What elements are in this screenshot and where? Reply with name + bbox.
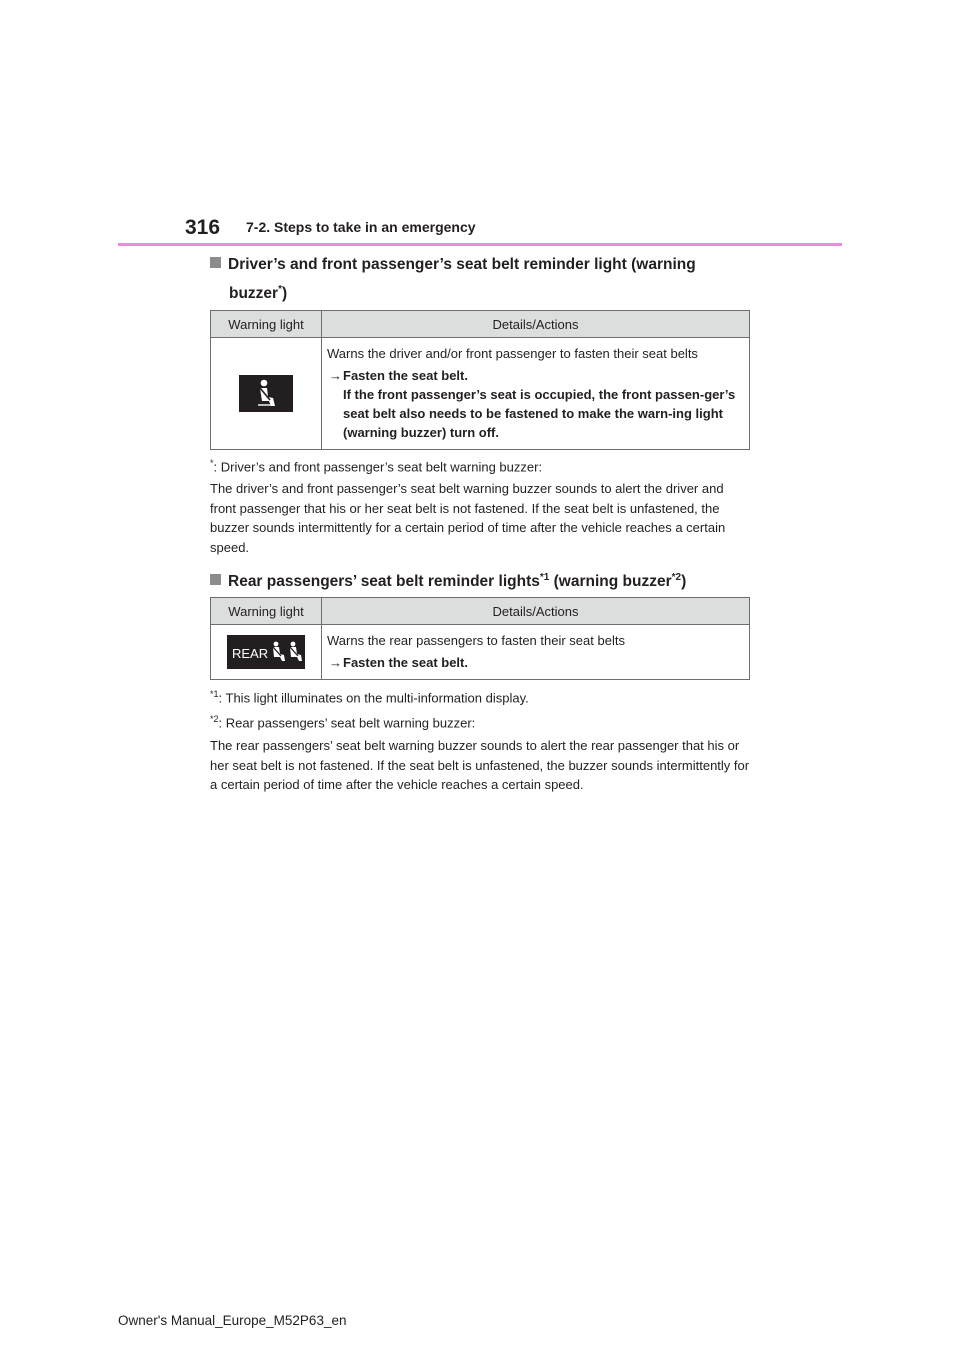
rear-seat-belt-warning-icon: [227, 635, 305, 669]
driver-warning-table: [210, 310, 750, 450]
heading-text-b: (warning buzzer: [549, 573, 672, 591]
heading-close: ): [282, 285, 288, 303]
details-text: Warns the driver and/or front passenger to fasten their seat belts: [327, 346, 698, 361]
footnote-2: [210, 710, 475, 732]
square-bullet-icon: [210, 574, 221, 585]
driver-seat-belt-heading: [210, 252, 750, 306]
square-bullet-icon: [210, 257, 221, 268]
driver-buzzer-paragraph: The driver’s and front passenger’s seat belt warning buzzer sounds to alert the driver and front passenger that his or her seat belt is not fastened. If the seat belt is unfastened, the buzzer sounds intermittently for a certain period of time after the vehicle reaches a certain speed.: [210, 481, 726, 555]
action-text: Fasten the seat belt.: [343, 368, 468, 383]
footnote-text: : Rear passengers’ seat belt warning buzzer:: [218, 715, 476, 731]
footnote-text: : Driver’s and front passenger’s seat belt warning buzzer:: [213, 459, 543, 475]
details-text: Warns the rear passengers to fasten their seat belts: [327, 633, 625, 648]
col-details-actions: Details/Actions: [322, 311, 750, 338]
section-title: 7-2. Steps to take in an emergency: [246, 219, 476, 235]
heading-footnote-marker: *: [278, 284, 282, 295]
heading-line1: Driver’s and front passenger’s seat belt reminder light (warning: [228, 256, 696, 273]
rear-seat-belt-heading: [210, 565, 750, 594]
heading-text: Rear passengers’ seat belt reminder lights: [228, 573, 540, 591]
details-cell: [322, 338, 750, 450]
col-details-actions: Details/Actions: [322, 598, 750, 625]
footnote-text: : This light illuminates on the multi-information display.: [218, 690, 529, 706]
page-number: 316: [185, 216, 221, 239]
heading-footnote-marker-1: *1: [539, 572, 550, 583]
action-text: Fasten the seat belt.: [343, 655, 468, 670]
footnote-1: [210, 685, 529, 707]
col-warning-light: Warning light: [211, 311, 322, 338]
page-footer: Owner's Manual_Europe_M52P63_en: [118, 1313, 347, 1328]
rear-buzzer-paragraph: The rear passengers’ seat belt warning buzzer sounds to alert the rear passenger that his or her seat belt is not fastened. If the seat belt is unfastened, the buzzer sounds intermittently for a certain period of time after the vehicle reaches a certain speed.: [210, 738, 750, 792]
footnote-marker: *: [210, 458, 214, 468]
warning-light-cell: [211, 625, 322, 680]
heading-line2: buzzer: [229, 285, 279, 303]
footnote-marker: *1: [210, 689, 219, 699]
header-divider: [118, 243, 842, 246]
details-cell: [322, 625, 750, 680]
footnote-star: [210, 454, 542, 476]
arrow-right-icon: →: [329, 655, 342, 670]
footnote-marker: *2: [210, 714, 219, 724]
arrow-right-icon: →: [329, 368, 342, 383]
col-warning-light: Warning light: [211, 598, 322, 625]
seat-belt-warning-icon: [239, 375, 293, 412]
rear-icon-label: REAR: [232, 646, 269, 661]
rear-warning-table: [210, 597, 750, 680]
warning-light-cell: [211, 338, 322, 450]
heading-close: ): [681, 573, 687, 591]
heading-footnote-marker-2: *2: [671, 572, 682, 583]
action-note: If the front passenger’s seat is occupied, the front passen-ger’s seat belt also needs to be fastened to make the warn-ing light (warning buzzer) turn off.: [343, 387, 736, 440]
